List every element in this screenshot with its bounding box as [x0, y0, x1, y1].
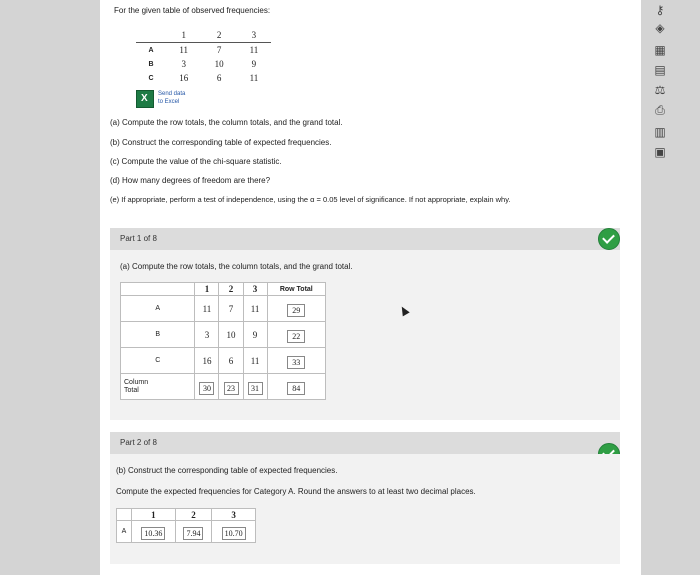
key-icon[interactable]: ⚷ [655, 3, 665, 17]
calculator-icon[interactable]: ▦ [654, 43, 666, 57]
observed-col-header: 2 [201, 28, 236, 43]
expected-col-header: 1 [132, 509, 176, 521]
question-item-c: (c) Compute the value of the chi-square statistic. [110, 157, 282, 166]
totals-cell: 6 [219, 348, 243, 374]
expected-table [116, 508, 256, 543]
part2-prompt: (b) Construct the corresponding table of expected frequencies. [116, 466, 338, 475]
observed-row [136, 71, 271, 85]
question-item-e: (e) If appropriate, perform a test of independence, using the α = 0.05 level of significance. If not appropriate, explain why. [110, 195, 511, 204]
expected-answer[interactable]: 7.94 [183, 527, 203, 540]
row-total-answer[interactable]: 22 [287, 330, 305, 343]
part2-label: Part 2 of 8 [120, 438, 157, 447]
totals-cell: 10 [219, 322, 243, 348]
scale-icon[interactable]: ⚖ [654, 83, 666, 97]
observed-row [136, 43, 271, 58]
totals-col-header: 3 [243, 283, 267, 296]
part2-instruction: Compute the expected frequencies for Category A. Round the answers to at least two decimal places. [116, 487, 476, 496]
part1-totals-table [120, 282, 326, 400]
expected-row-label: A [117, 521, 132, 543]
question-item-a: (a) Compute the row totals, the column totals, and the grand total. [110, 118, 343, 127]
observed-cell: 11 [249, 73, 259, 83]
excel-icon [136, 90, 154, 108]
totals-row-label: B [121, 322, 195, 348]
chart-icon[interactable]: ▥ [654, 125, 666, 139]
totals-col-header: 1 [195, 283, 219, 296]
totals-cell: 11 [243, 348, 267, 374]
question-item-d: (d) How many degrees of freedom are there? [110, 176, 271, 185]
observed-cell: 10 [214, 59, 224, 69]
observed-cell: 11 [179, 45, 189, 55]
expected-col-header: 2 [175, 509, 212, 521]
row-total-header: Row Total [267, 283, 325, 296]
column-total-row [121, 374, 326, 400]
expected-col-header: 3 [212, 509, 256, 521]
part1-prompt: (a) Compute the row totals, the column totals, and the grand total. [120, 262, 353, 271]
side-toolbar [647, 0, 673, 170]
book-icon[interactable]: ▣ [654, 145, 666, 159]
observed-row-label: A [148, 46, 154, 54]
check-icon [598, 228, 620, 250]
observed-cell: 11 [249, 45, 259, 55]
grand-total-answer[interactable]: 84 [287, 382, 305, 395]
observed-row [136, 57, 271, 71]
observed-table [136, 28, 271, 85]
send-to-excel-label: Send data to Excel [158, 91, 186, 105]
part2-header[interactable] [110, 432, 620, 454]
observed-cell: 3 [181, 59, 186, 69]
totals-row [121, 296, 326, 322]
observed-col-header: 3 [237, 28, 271, 43]
question-intro: For the given table of observed frequencies: [114, 6, 271, 15]
totals-cell: 7 [219, 296, 243, 322]
column-total-answer[interactable]: 30 [199, 382, 214, 395]
observed-col-header: 1 [166, 28, 201, 43]
expected-answer[interactable]: 10.70 [222, 527, 246, 540]
row-total-answer[interactable]: 29 [287, 304, 305, 317]
observed-cell: 16 [179, 73, 189, 83]
observed-cell: 9 [251, 59, 257, 69]
totals-row-label: C [121, 348, 195, 374]
expected-row [117, 521, 256, 543]
column-total-label: Column Total [121, 374, 195, 400]
send-to-excel-button[interactable] [136, 90, 226, 110]
observed-cell: 7 [216, 45, 222, 55]
observed-row-label: C [148, 74, 154, 82]
column-total-answer[interactable]: 31 [248, 382, 263, 395]
question-panel [100, 0, 641, 575]
observed-cell: 6 [216, 73, 222, 83]
totals-cell: 11 [195, 296, 219, 322]
totals-col-header: 2 [219, 283, 243, 296]
observed-row-label: B [148, 60, 154, 68]
totals-cell: 9 [243, 322, 267, 348]
part1-label: Part 1 of 8 [120, 234, 157, 243]
totals-row [121, 322, 326, 348]
play-icon[interactable]: ◈ [655, 21, 665, 35]
part1-header[interactable] [110, 228, 620, 250]
column-total-answer[interactable]: 23 [224, 382, 239, 395]
question-item-b: (b) Construct the corresponding table of expected frequencies. [110, 138, 332, 147]
totals-row [121, 348, 326, 374]
row-total-answer[interactable]: 33 [287, 356, 305, 369]
table-icon[interactable]: ▤ [654, 63, 666, 77]
totals-row-label: A [121, 296, 195, 322]
expected-answer[interactable]: 10.36 [141, 527, 165, 540]
print-icon[interactable]: ⎙ [655, 103, 665, 117]
totals-cell: 16 [195, 348, 219, 374]
totals-cell: 3 [195, 322, 219, 348]
totals-cell: 11 [243, 296, 267, 322]
